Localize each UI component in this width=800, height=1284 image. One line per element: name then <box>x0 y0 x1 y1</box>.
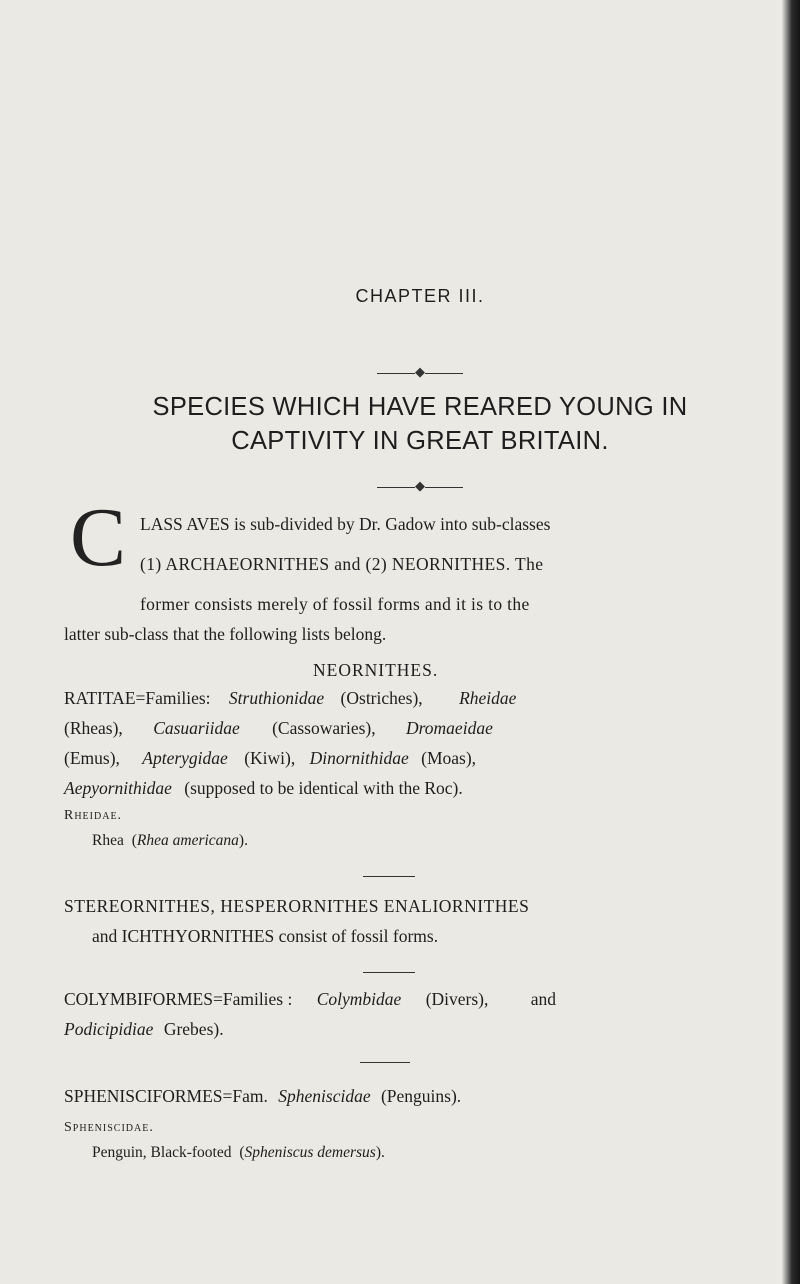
section-divider <box>360 1062 410 1063</box>
family-latin: Dromaeidae <box>406 718 493 738</box>
neornithes-heading: NEORNITHES. <box>313 660 439 680</box>
family-common: (Emus), <box>64 748 120 768</box>
species-common-name: Rhea <box>92 832 124 849</box>
chapter-title-line-1: SPECIES WHICH HAVE REARED YOUNG IN <box>152 393 688 421</box>
family-latin: Rheidae <box>459 688 517 708</box>
chapter-title <box>100 390 740 458</box>
species-common-name: Penguin, Black-footed <box>92 1144 232 1161</box>
family-common: (Penguins). <box>380 1086 462 1106</box>
ornament-divider: ◆ <box>100 478 740 494</box>
family-common: (Cassowaries), <box>272 718 376 738</box>
colymbiformes-line-1: COLYMBIFORMES=Families : Colymbidae (Divers), and <box>64 989 557 1009</box>
family-common: (Divers), <box>425 989 489 1009</box>
family-latin: Apterygidae <box>142 748 228 768</box>
section-divider <box>363 972 415 973</box>
sphenisciformes-line <box>64 1086 461 1107</box>
order-name: RATITAE=Families: <box>64 688 211 708</box>
family-heading-rheidae: Rheidae. <box>64 808 123 823</box>
chapter-label: CHAPTER III. <box>355 286 485 306</box>
family-note: (supposed to be identical with the Roc). <box>184 778 463 798</box>
ratitae-line-4 <box>64 778 463 799</box>
order-name: COLYMBIFORMES=Families : <box>64 989 293 1009</box>
family-common: Grebes). <box>163 1019 224 1039</box>
colymbiformes-line-2 <box>64 1019 224 1040</box>
ornament-divider: ◆ <box>100 364 740 380</box>
family-latin: Casuariidae <box>153 718 240 738</box>
family-common: (Kiwi), <box>244 748 296 768</box>
intro-line-4: latter sub-class that the following lists belong. <box>64 624 387 644</box>
section-divider <box>363 876 415 877</box>
family-latin: Struthionidae <box>228 688 325 708</box>
book-binding-edge <box>782 0 800 1284</box>
species-entry-rhea: Rhea (Rhea americana). <box>92 832 248 849</box>
family-latin: Colymbidae <box>316 989 402 1009</box>
ratitae-line-2 <box>64 718 493 739</box>
fossil-line-1: STEREORNITHES, HESPERORNITHES ENALIORNITHES <box>64 896 530 916</box>
intro-line-3: former consists merely of fossil forms and it is to the <box>140 594 530 614</box>
family-common: (Rheas), <box>64 718 123 738</box>
ratitae-line-3 <box>64 748 476 769</box>
fossil-line-2: and ICHTHYORNITHES consist of fossil forms. <box>92 926 439 946</box>
intro-line-1: LASS AVES is sub-divided by Dr. Gadow into sub-classes <box>140 514 551 534</box>
family-common: (Moas), <box>421 748 477 768</box>
species-entry-penguin: Penguin, Black-footed (Spheniscus demersus). <box>92 1144 385 1161</box>
family-latin: Dinornithidae <box>309 748 409 768</box>
family-common: (Ostriches), <box>340 688 423 708</box>
family-heading-spheniscidae: Spheniscidae. <box>64 1120 154 1135</box>
ratitae-line-1 <box>64 688 516 709</box>
order-name: SPHENISCIFORMES=Fam. <box>64 1086 268 1106</box>
family-latin: Spheniscidae <box>278 1086 371 1106</box>
chapter-title-line-2: CAPTIVITY IN GREAT BRITAIN. <box>231 427 609 455</box>
species-latin-name: Spheniscus demersus <box>244 1144 376 1161</box>
intro-line-2: (1) ARCHAEORNITHES and (2) NEORNITHES. The <box>140 554 544 574</box>
family-latin: Podicipidiae <box>64 1019 154 1039</box>
drop-cap-letter: C <box>70 491 127 584</box>
family-latin: Aepyornithidae <box>64 778 172 798</box>
species-latin-name: Rhea americana <box>136 832 239 849</box>
